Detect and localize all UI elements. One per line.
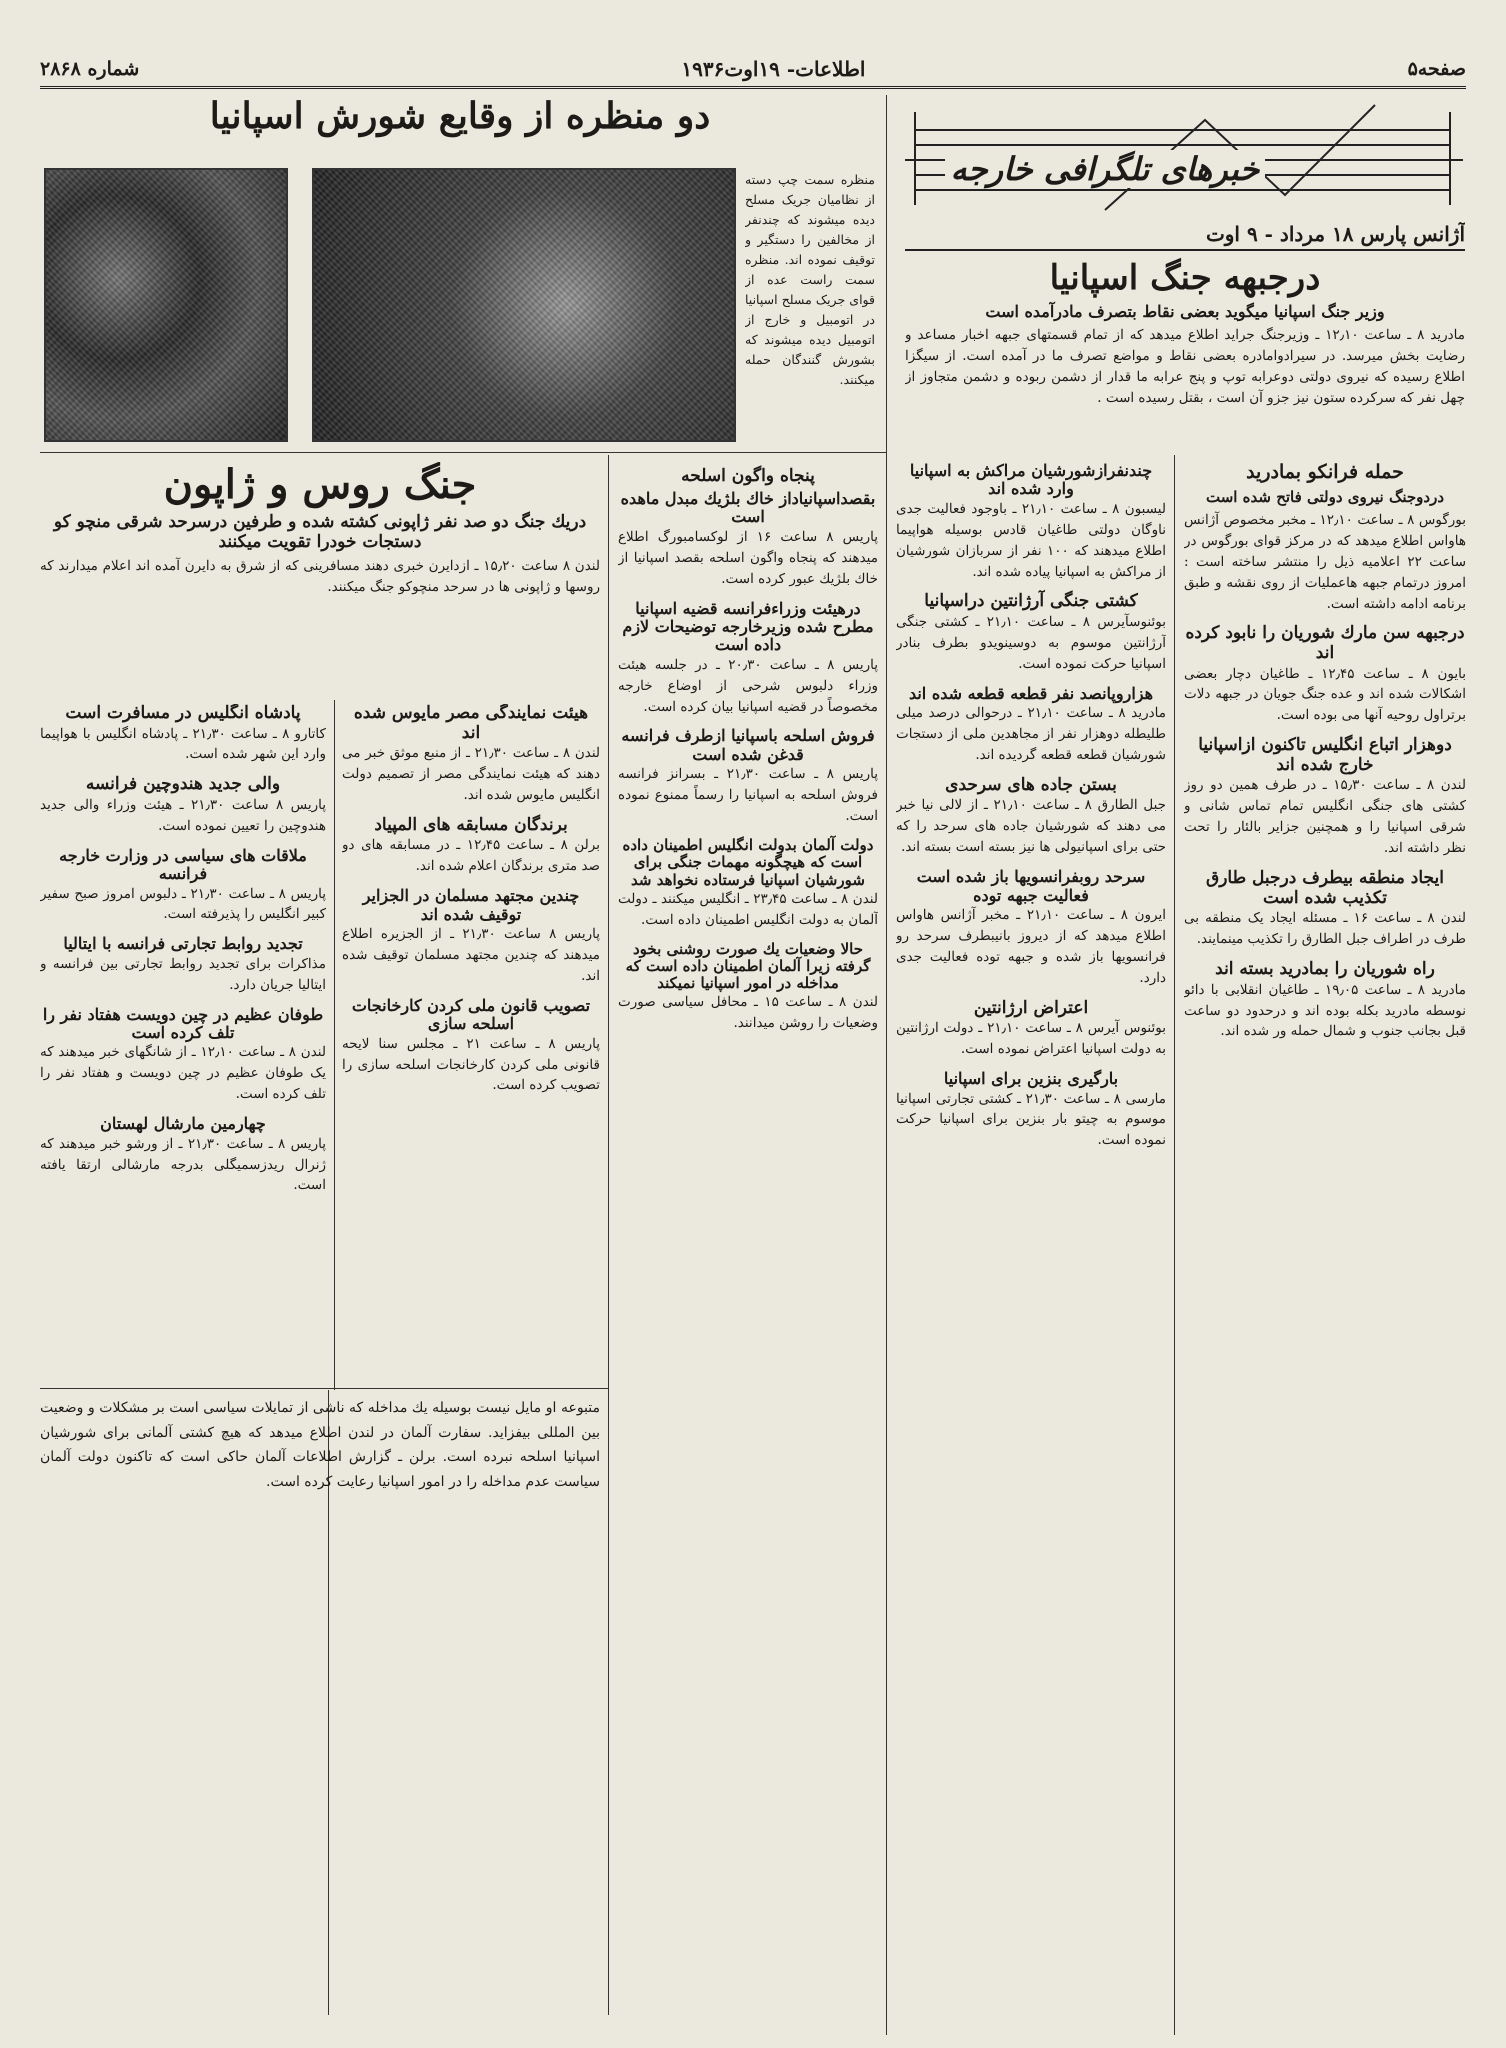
article-text: لندن ۸ ـ ساعت ۱۵٫۳۰ ـ در طرف همین دو روز کشتی های جنگی انگلیس تمام تماس شانی و شرقی اسپانیا را و همچنین جزایر بالئار را تحت نظر داشته اند. <box>1184 777 1466 857</box>
banner-title: خبرهای تلگرافی خارجه <box>945 150 1265 188</box>
article-text: بورگوس ۸ ـ ساعت ۱۲٫۱۰ ـ مخبر مخصوص آژانس هاواس اطلاع میدهد که در مرکز قوای بورگوس در ساعت ۲۲ اعلامیه ذیل را منتشر ساخته است : امروز درتمام جبهه هاعملیات از روی نقشه و طبق برنامه ادامه داشته است. <box>1184 511 1466 612</box>
article-text: پاریس ۸ ـ ساعت ۲۱٫۳۰ ـ دلبوس امروز صبح سفیر کبیر انگلیس را پذیرفته است. <box>40 885 326 923</box>
article-title: چندنفرازشورشیان مراکش به اسپانیا وارد شده اند <box>909 462 1153 499</box>
article <box>896 999 1166 1060</box>
article-title: پادشاه انگلیس در مسافرت است <box>65 704 301 723</box>
photo-left <box>44 168 288 442</box>
page-label: صفحه۵ <box>1407 58 1466 80</box>
article <box>342 816 600 877</box>
article-title: حالا وضعیات یك صورت روشنی بخود گرفته زیرا آلمان اطمینان داده است که مداخله در امور اسپانیا نمیکند <box>625 939 871 993</box>
article-text: کاتارو ۸ ـ ساعت ۲۱٫۳۰ ـ پادشاه انگلیس با هواپیما وارد این شهر شده است. <box>40 725 326 763</box>
article <box>618 941 878 1035</box>
article-text: لندن ۸ ـ ساعت ۲۳٫۴۵ ـ انگلیس میکنند ـ دولت آلمان به دولت انگلیس اطمینان داده است. <box>618 890 878 928</box>
spain-front-lead <box>905 222 1465 452</box>
article-text: پاریس ۸ ساعت ۱۶ از لوکسامبورگ اطلاع میدهند که پنجاه واگون اسلحه بقصد اسپانیا از خاك بلژیك عبور کرده است. <box>618 528 878 587</box>
article-title: ملاقات های سیاسی در وزارت خارجه فرانسه <box>59 845 307 884</box>
newspaper-date: اطلاعات- ۱۹اوت۱۹۳۶ <box>681 57 866 81</box>
article-title: بارگیری بنزین برای اسپانیا <box>943 1069 1119 1089</box>
article-title: راه شوریان را بمادرید بسته اند <box>1215 959 1435 980</box>
article-title: دولت آلمان بدولت انگلیس اطمینان داده است که هیچگونه مهمات جنگی برای شورشیان اسپانیا فرستاده نخواهد شد <box>622 836 874 889</box>
photos-caption <box>745 170 875 445</box>
article-title: بستن جاده های سرحدی <box>945 774 1117 795</box>
article-text: مذاکرات برای تجدید روابط تجارتی بین فرانسه و ایتالیا جریان دارد. <box>40 955 326 993</box>
article <box>40 935 326 995</box>
article <box>618 600 878 718</box>
article-title: تصویب قانون ملی کردن کارخانجات اسلحه سازی <box>351 995 591 1034</box>
article-title: چندین مجتهد مسلمان در الجزایر توقیف شده اند <box>362 886 580 924</box>
photos-title: دو منظره از وقایع شورش اسپانیا <box>209 96 711 137</box>
article-title: هیئت نمایندگی مصر مایوس شده اند <box>353 704 589 743</box>
article <box>618 727 878 827</box>
article-subtitle: دردوجنگ نیروی دولتی فاتح شده است <box>1205 487 1445 506</box>
agency-date: آژانس پارس ۱۸ مرداد - ۹ اوت <box>905 222 1465 251</box>
article <box>1184 624 1466 726</box>
column-mid-left <box>618 462 878 2022</box>
article <box>40 1115 326 1196</box>
article-text: لندن ۸ ـ ساعت ۱۲٫۱۰ ـ از شانگهای خبر میدهند که یک طوفان عظیم در چین دویست و هفتاد نفر را تلف کرده است. <box>40 1044 326 1103</box>
article-text: لندن ۸ ساعت ۱۵٫۲۰ ـ ازدایرن خبری دهند مسافرینی که از شرق به دایرن آمده اند اعلام میدارند که روسها و ژاپونی ها در سرحد منچوکو جنگ میکنند. <box>40 558 600 595</box>
article-title: برندگان مسابقه های المپیاد <box>374 814 568 835</box>
issue-number: شماره ۲۸۶۸ <box>40 58 140 80</box>
column-divider <box>1174 455 1175 2035</box>
article-text: لندن ۸ ـ ساعت ۱۶ ـ مسئله ایجاد یک منطقه بی طرف در اطراف جبل الطارق را تکذیب مینمایند. <box>1184 910 1466 948</box>
article-text: لیسبون ۸ ـ ساعت ۲۱٫۱۰ ـ باوجود فعالیت جدی ناوگان دولتی طاغیان قادس بوسیله هواپیما اطلاع میدهند که ۱۰۰ نفر از سربازان شورشیان از مراکش به اسپانیا پیاده شده اند. <box>896 500 1166 580</box>
article-text: مادرید ۸ ـ ساعت ۱۹٫۰۵ ـ طاغیان انقلابی با دائو نوسطه مادرید بکله بوده اند و درحدود دو ساعت قبل بجانب جنوب و شمال حمله ور شده اند. <box>1184 981 1466 1040</box>
article-text: پاریس ۸ ساعت ۲۱٫۳۰ ـ از الجزیره اطلاع میدهند که چندین مجتهد مسلمان توقیف شده اند. <box>342 926 600 984</box>
article-text: لندن ۸ ـ ساعت ۲۱٫۳۰ ـ از منبع موثق خبر می دهند که هیئت نمایندگی مصر از تصمیم دولت انگلیس مایوس شده اند. <box>342 745 600 803</box>
article <box>618 466 878 590</box>
article <box>40 1006 326 1106</box>
article-subtitle: پنجاه واگون اسلحه <box>681 466 815 486</box>
column-left <box>40 704 326 1384</box>
article-title: فروش اسلحه باسپانیا ازطرف فرانسه قدغن شده است <box>621 726 875 764</box>
article-text: بایون ۸ ـ ساعت ۱۲٫۴۵ ـ طاغیان دچار بعضی اشکالات شده اند و عده جنگ جویان در جبهه دلات برتراول روحیه آنها می بوده است. <box>1184 665 1466 724</box>
column-right <box>1184 462 1466 2022</box>
column-divider <box>886 95 887 2035</box>
foreign-news-banner <box>905 100 1465 220</box>
article <box>342 997 600 1097</box>
article <box>896 592 1166 674</box>
article <box>1184 462 1466 614</box>
article-text: پاریس ۸ ـ ساعت ۲۱٫۳۰ ـ بسرانز فرانسه فروش اسلحه به اسپانیا را رسماً ممنوع نموده است. <box>618 766 878 825</box>
article-text: برلن ۸ ـ ساعت ۱۲٫۴۵ ـ در مسابقه های دو صد متری برندگان اعلام شده اند. <box>342 837 600 875</box>
column-divider <box>608 455 609 2015</box>
photos-header <box>40 96 880 156</box>
article-title: حمله فرانکو بمادرید <box>1246 462 1404 483</box>
article-title: بقصداسپانیاداز خاك بلژیك مبدل ماهده است <box>620 489 876 527</box>
article <box>896 1070 1166 1151</box>
masthead <box>40 52 1466 89</box>
article-text: بوئنوسآیرس ۸ ـ ساعت ۲۱٫۱۰ ـ کشتی جنگی آرژانتین موسوم به دوسینویدو بطرف بنادر اسپانیا حرکت نموده است. <box>896 614 1166 672</box>
article-text: مارسی ۸ ـ ساعت ۲۱٫۳۰ ـ کشتی تجارتی اسپانیا موسوم به چیتو بار بنزین برای اسپانیا حرکت نموده است. <box>896 1090 1166 1149</box>
article <box>1184 960 1466 1042</box>
article <box>1184 736 1466 859</box>
article <box>40 704 326 765</box>
column-center-left <box>342 704 600 1384</box>
article-text: پاریس ۸ ـ ساعت ۲۰٫۳۰ ـ در جلسه هیئت وزراء دلبوس شرحی از اوضاع خارجه مخصوصاً در قضیه اسپانیا بیان کرده است. <box>618 656 878 715</box>
article-text: لندن ۸ ـ ساعت ۱۵ ـ محافل سیاسی صورت وضعیات را روشن میدانند. <box>618 994 878 1032</box>
bottom-left-continued <box>40 1396 600 2016</box>
article-title: چهارمین مارشال لهستان <box>100 1114 266 1134</box>
article-text: پاریس ۸ ـ ساعت ۲۱٫۳۰ ـ از ورشو خبر میدهند که ژنرال ریدزسمیگلی بدرجه مارشالی ارتقا یافته است. <box>40 1135 326 1194</box>
article-title: دوهزار اتباع انگلیس تاکنون ازاسپانیا خارج شده اند <box>1198 735 1452 775</box>
section-divider <box>40 452 886 453</box>
caption-text: منظره سمت چپ دسته از نظامیان جریک مسلح دیده میشوند که چندنفر از مخالفین را دستگیر و توقیف نموده اند. منظره سمت راست عده از قوای جریک مسلح اسپانیا در اتومبیل و خارج از اتومبیل دیده میشوند که بشورش گنندگان حمله میکنند. <box>745 172 875 387</box>
article <box>896 685 1166 766</box>
article-subtitle: دریك جنگ دو صد نفر ژاپونی کشته شده و طرفین درسرحد شرقی منچو کو دستجات خودرا تقویت میکنند <box>53 512 587 552</box>
article <box>896 868 1166 988</box>
article-title: تجدید روابط تجارتی فرانسه با ایتالیا <box>63 934 303 954</box>
article-title: درجبهه سن مارك شوریان را نابود کرده اند <box>1185 623 1465 663</box>
column-divider <box>334 700 335 1390</box>
article-title: هزاروپانصد نفر قطعه قطعه شده اند <box>908 683 1154 703</box>
continued-text: متبوعه او مایل نیست بوسیله یك مداخله که ناشی از تمایلات سیاسی است بر مشکلات و وضعیت بین المللی بیفزاید. سفارت آلمان در لندن اطلاع میدهد که هیچ کشتی آلمانی برای شورشیان اسپانیا اسلحه نبرده است. برلن ـ گزارش اطلاعات آلمان حاکی است که تاکنون دولت آلمان سیاست عدم مداخله را در امور اسپانیا رعایت کرده است. <box>40 1400 600 1490</box>
article <box>40 775 326 836</box>
photo-right <box>312 168 736 442</box>
lead-text: مادرید ۸ ـ ساعت ۱۲٫۱۰ ـ وزیرجنگ جراید اطلاع میدهد که از تمام قسمتهای جبهه اخبار مساعد و رضایت بخش میرسد. در سیرادوامادره بعضی نقاط و مواضع تصرف ما در آمده است. از سیگزا اطلاع رسیده که نیروی دولتی دوعرابه توپ و پنج عرابه ما قدار از دشمن ربوده و دشمن متجاوز از چهل نفر که سرکرده ستون نیز جزو آن است ، بقتل رسیده است . <box>905 327 1465 406</box>
article <box>342 887 600 987</box>
article-title: جنگ روس و ژاپون <box>163 462 477 508</box>
article-text: پاریس ۸ ساعت ۲۱٫۳۰ ـ هیئت وزراء والی جدید هندوچین را تعیین نموده است. <box>40 796 326 834</box>
article-title: اعتراض ارژانتین <box>973 997 1089 1018</box>
article-text: ایرون ۸ ـ ساعت ۲۱٫۱۰ ـ مخبر آژانس هاواس اطلاع میدهد که از دیروز بانیبطرف سرحد رو فرانسویها باز شده و جبهه توده فعالیت جدی دارد. <box>896 907 1166 986</box>
article-text: پاریس ۸ ـ ساعت ۲۱ ـ مجلس سنا لایحه قانونی ملی کردن کارخانجات اسلحه سازی را تصویب کرده است. <box>342 1035 600 1094</box>
article <box>40 847 326 926</box>
article-title: طوفان عظیم در چین دویست هفتاد نفر را تلف کرده است <box>42 1004 324 1043</box>
article <box>1184 869 1466 950</box>
article-title: درهیئت وزراءفرانسه قضیه اسپانیا مطرح شده وزیرخارجه توضیحات لازم داده است <box>622 598 874 655</box>
article-text: جبل الطارق ۸ ـ ساعت ۲۱٫۱۰ ـ از لالی نیا خبر می دهند که شورشیان جاده های سرحد را که حتی برای اسپانیولی ها نیز بسته است بسته اند. <box>896 797 1166 856</box>
article-text: مادرید ۸ ـ ساعت ۲۱٫۱۰ ـ درحوالی درصد میلی طلیطله دوهزار نفر از مجاهدین ملی از دستجات شورشیان قطعه قطعه گردیده اند. <box>896 705 1166 764</box>
section-divider <box>40 1388 608 1389</box>
article-title: کشتی جنگی آرژانتین دراسپانیا <box>924 591 1138 612</box>
article-title: والی جدید هندوچین فرانسه <box>85 774 281 795</box>
article-title: سرحد روبفرانسویها باز شده است فعالیت جبهه توده <box>916 867 1146 905</box>
article-text: بوئنوس آیرس ۸ ـ ساعت ۲۱٫۱۰ ـ دولت ارژانتین به دولت اسپانیا اعتراض نموده است. <box>896 1020 1166 1058</box>
section-title: درجبهه جنگ اسپانیا <box>1049 258 1321 298</box>
column-mid-right <box>896 462 1166 2022</box>
article <box>618 837 878 931</box>
russia-japan-block <box>40 462 600 697</box>
article <box>342 704 600 806</box>
article-title: ایجاد منطقه بیطرف درجبل طارق تکذیب شده است <box>1206 868 1444 908</box>
article <box>896 776 1166 858</box>
lead-subtitle: وزیر جنگ اسپانیا میگوید بعضی نقاط بتصرف مادرآمده است <box>985 302 1385 322</box>
article <box>896 462 1166 582</box>
